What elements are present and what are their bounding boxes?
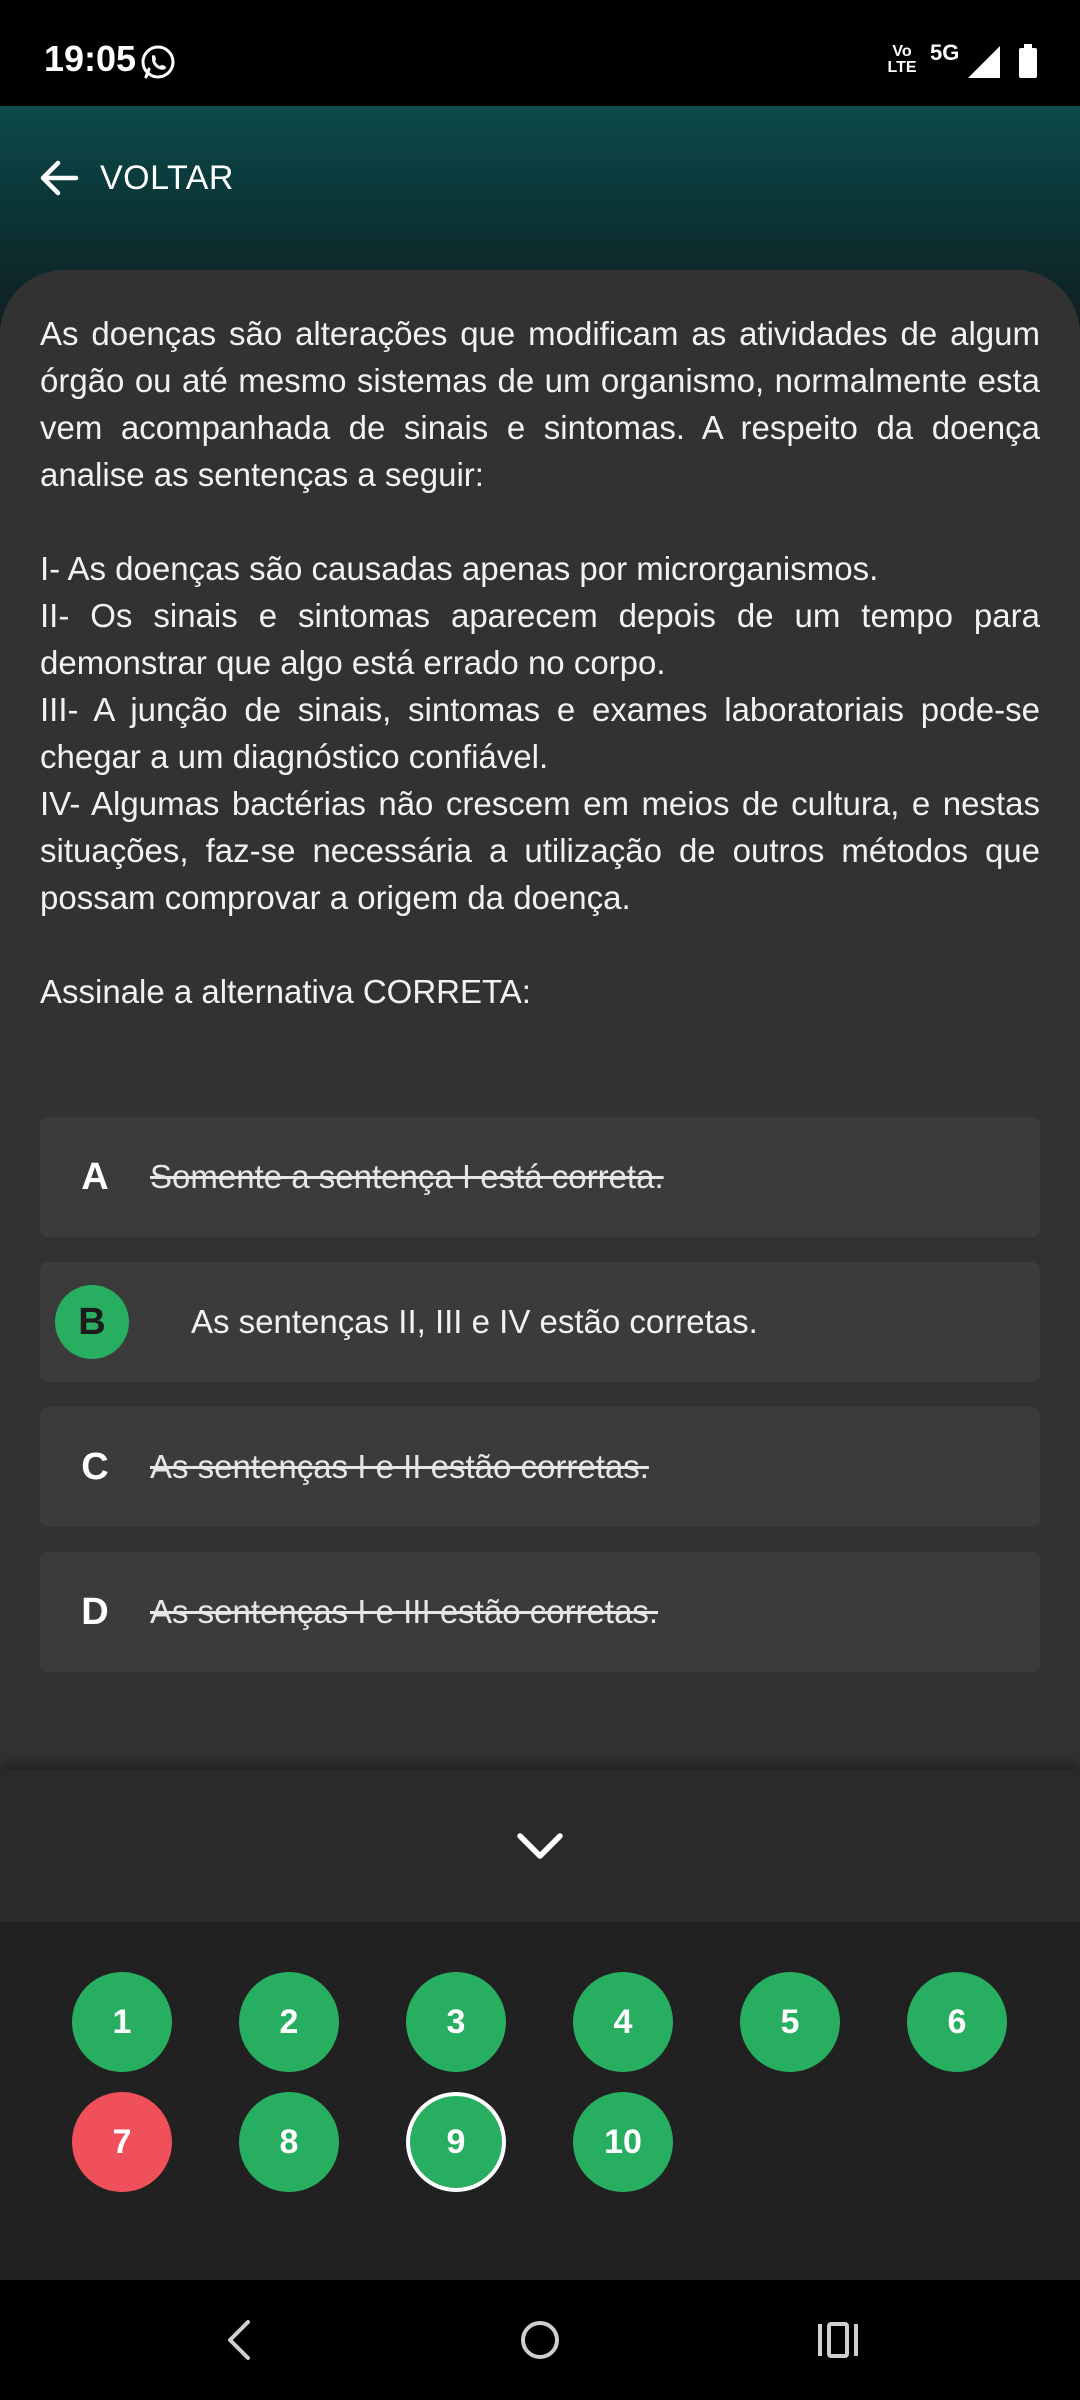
option-text: As sentenças I e II estão corretas. <box>150 1448 649 1485</box>
statement-3: III- A junção de sinais, sintomas e exames laboratoriais pode-se chegar a um diagnóstico confiável. <box>40 691 1040 775</box>
question-prompt: Assinale a alternativa CORRETA: <box>40 973 531 1010</box>
back-label: VOLTAR <box>100 158 234 197</box>
question-number-5[interactable]: 5 <box>740 1972 840 2072</box>
option-letter: A <box>81 1155 109 1198</box>
back-icon[interactable] <box>208 2308 272 2372</box>
collapse-panel-button[interactable] <box>0 1770 1080 1922</box>
question-intro: As doenças são alterações que modificam as atividades de algum órgão ou até mesmo sistemas de um organismo, normalmente esta vem acompanhada de sinais e sintomas. A respeito da doença analise as sentenças a seguir: <box>40 315 1040 493</box>
statement-4: IV- Algumas bactérias não crescem em meios de cultura, e nestas situações, faz-se necessária a utilização de outros métodos que possam comprovar a origem da doença. <box>40 785 1040 916</box>
back-button[interactable] <box>36 150 234 206</box>
battery-icon <box>1018 44 1038 78</box>
whatsapp-icon <box>138 42 178 82</box>
option-letter-selected: B <box>55 1285 129 1359</box>
volte-indicator: Vo LTE <box>887 43 917 76</box>
status-time: 19:05 <box>44 38 137 79</box>
signal-icon <box>966 44 1002 80</box>
recents-icon[interactable] <box>806 2308 870 2372</box>
question-number-8[interactable]: 8 <box>239 2092 339 2192</box>
question-text <box>40 310 1040 1015</box>
chevron-down-icon <box>512 1818 568 1874</box>
system-nav-bar <box>0 2280 1080 2400</box>
question-navigator <box>0 1922 1080 2280</box>
question-number-2[interactable]: 2 <box>239 1972 339 2072</box>
question-number-6[interactable]: 6 <box>907 1972 1007 2072</box>
question-card <box>0 270 1080 1770</box>
option-letter: D <box>81 1590 109 1633</box>
home-icon[interactable] <box>508 2308 572 2372</box>
option-letter: C <box>81 1445 109 1488</box>
arrow-left-icon <box>36 155 82 201</box>
option-text: Somente a sentença I está correta. <box>150 1158 664 1195</box>
network-type: 5G <box>930 40 960 65</box>
question-number-1[interactable]: 1 <box>72 1972 172 2072</box>
question-number-10[interactable]: 10 <box>573 2092 673 2192</box>
question-number-7[interactable]: 7 <box>72 2092 172 2192</box>
option-d[interactable] <box>40 1552 1040 1672</box>
option-text: As sentenças II, III e IV estão corretas. <box>191 1303 758 1340</box>
option-c[interactable] <box>40 1407 1040 1527</box>
statement-1: I- As doenças são causadas apenas por microrganismos. <box>40 550 879 587</box>
option-b[interactable] <box>40 1262 1040 1382</box>
status-bar <box>0 0 1080 106</box>
statement-2: II- Os sinais e sintomas aparecem depois de um tempo para demonstrar que algo está errado no corpo. <box>40 597 1040 681</box>
question-number-4[interactable]: 4 <box>573 1972 673 2072</box>
option-text: As sentenças I e III estão corretas. <box>150 1593 659 1630</box>
question-number-9[interactable]: 9 <box>406 2092 506 2192</box>
question-number-3[interactable]: 3 <box>406 1972 506 2072</box>
option-a[interactable] <box>40 1117 1040 1237</box>
